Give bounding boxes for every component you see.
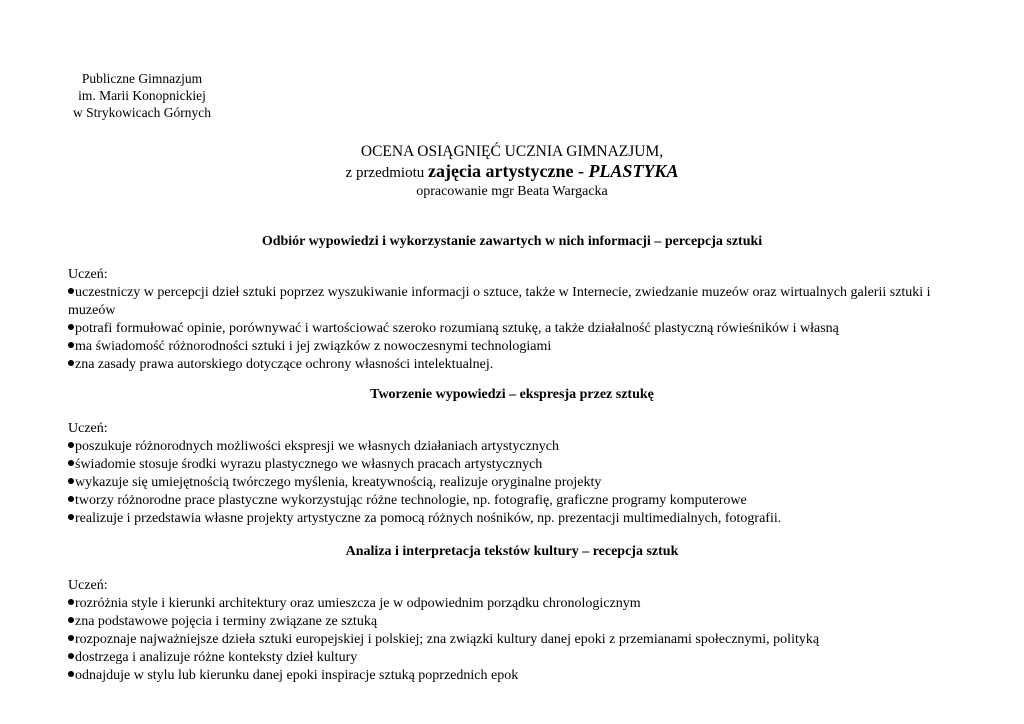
section-intro: Uczeń: [68, 421, 108, 436]
bullet-icon [68, 671, 74, 677]
document-title-block [212, 142, 812, 200]
bullet-icon [68, 478, 74, 484]
school-location: w Strykowicach Górnych [73, 105, 211, 120]
bullet-icon [68, 360, 74, 366]
list-item: rozpoznaje najważniejsze dzieła sztuki europejskiej i polskiej; zna związki kultury danej epoki z przemianami społecznymi, polityką [68, 631, 948, 649]
section-intro: Uczeń: [68, 267, 108, 282]
list-item: świadomie stosuje środki wyrazu plastycznego we własnych pracach artystycznych [68, 456, 948, 474]
bullet-icon [68, 288, 74, 294]
bullet-icon [68, 599, 74, 605]
section-heading-reception: Analiza i interpretacja tekstów kultury – recepcja sztuk [345, 544, 679, 559]
subject-prefix: z przedmiotu [345, 165, 429, 181]
list-item: potrafi formułować opinie, porównywać i wartościować szeroko rozumianą sztukę, a także działalność plastyczną rówieśników i własną [68, 320, 948, 338]
list-item: zna zasady prawa autorskiego dotyczące ochrony własności intelektualnej. [68, 356, 948, 374]
list-item: uczestniczy w percepcji dzieł sztuki poprzez wyszukiwanie informacji o sztuce, także w Internecie, zwiedzanie muzeów oraz wirtualnych galerii sztuki i muzeów [68, 285, 931, 318]
list-item: tworzy różnorodne prace plastyczne wykorzystując różne technologie, np. fotografię, graficzne programy komputerowe [68, 492, 948, 510]
school-name: Publiczne Gimnazjum [81, 71, 203, 86]
list-item: wykazuje się umiejętnością twórczego myślenia, kreatywnością, realizuje oryginalne projekty [68, 474, 948, 492]
list-item: zna podstawowe pojęcia i terminy związane ze sztuką [68, 613, 948, 631]
school-header [62, 70, 222, 121]
bullet-icon [68, 342, 74, 348]
section-body-expression [68, 420, 948, 528]
bullet-icon [68, 460, 74, 466]
list-item: odnajduje w stylu lub kierunku danej epoki inspiracje sztuką poprzednich epok [68, 667, 948, 685]
section-body-reception [68, 577, 948, 685]
list-item: dostrzega i analizuje różne konteksty dzieł kultury [68, 649, 948, 667]
bullet-icon [68, 617, 74, 623]
section-heading-perception: Odbiór wypowiedzi i wykorzystanie zawartych w nich informacji – percepcja sztuki [261, 234, 763, 249]
list-item: realizuje i przedstawia własne projekty artystyczne za pomocą różnych nośników, np. prezentacji multimedialnych, fotografii. [68, 510, 948, 528]
bullet-icon [68, 635, 74, 641]
list-item: ma świadomość różnorodności sztuki i jej związków z nowoczesnymi technologiami [68, 338, 948, 356]
list-item: poszukuje różnorodnych możliwości ekspresji we własnych działaniach artystycznych [68, 438, 948, 456]
section-intro: Uczeń: [68, 578, 108, 593]
section-body-perception [68, 266, 948, 374]
section-heading-expression: Tworzenie wypowiedzi – ekspresja przez sztukę [370, 387, 654, 402]
list-item: rozróżnia style i kierunki architektury oraz umieszcza je w odpowiednim porządku chronologicznym [68, 595, 948, 613]
bullet-icon [68, 324, 74, 330]
document-author: opracowanie mgr Beata Wargacka [416, 184, 608, 199]
bullet-icon [68, 514, 74, 520]
bullet-icon [68, 442, 74, 448]
subject-name: zajęcia artystyczne - [428, 161, 589, 181]
document-subject-line [212, 161, 812, 183]
bullet-icon [68, 653, 74, 659]
subject-name-italic: PLASTYKA [588, 161, 679, 181]
document-title: OCENA OSIĄGNIĘĆ UCZNIA GIMNAZJUM, [360, 143, 664, 160]
school-patron: im. Marii Konopnickiej [78, 88, 206, 103]
bullet-icon [68, 496, 74, 502]
